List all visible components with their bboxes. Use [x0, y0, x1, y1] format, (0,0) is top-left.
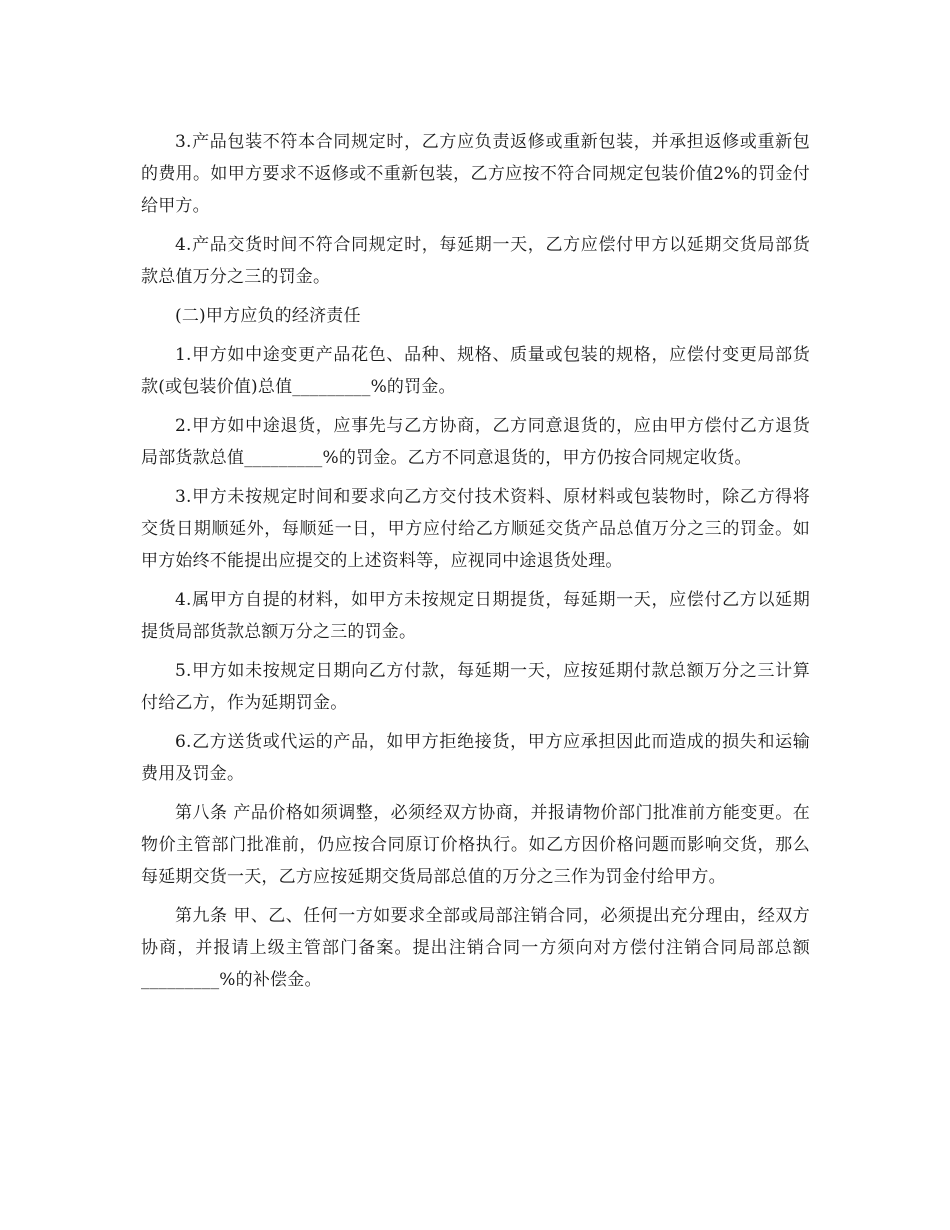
paragraph-payment-delay-penalty: 5.甲方如未按规定日期向乙方付款，每延期一天，应按延期付款总额万分之三计算付给乙方，作为延期罚金。: [141, 661, 810, 713]
article-nine-cancellation: 第九条 甲、乙、任何一方如要求全部或局部注销合同，必须提出充分理由，经双方协商，并报请上级主管部门备案。提出注销合同一方须向对方偿付注销合同局部总额_________%的补偿金。: [141, 906, 810, 990]
section-heading-party-a-liability: (二)甲方应负的经济责任: [175, 306, 361, 326]
paragraph-return-penalty: 2.甲方如中途退货，应事先与乙方协商，乙方同意退货的，应由甲方偿付乙方退货局部货款总值_________%的罚金。乙方不同意退货的，甲方仍按合同规定收货。: [141, 416, 810, 468]
paragraph-change-penalty: 1.甲方如中途变更产品花色、品种、规格、质量或包装的规格，应偿付变更局部货款(或包装价值)总值_________%的罚金。: [141, 345, 810, 397]
paragraph-pickup-delay-penalty: 4.属甲方自提的材料，如甲方未按规定日期提货，每延期一天，应偿付乙方以延期提货局部货款总额万分之三的罚金。: [141, 590, 810, 642]
paragraph-materials-penalty: 3.甲方未按规定时间和要求向乙方交付技术资料、原材料或包装物时，除乙方得将交货日期顺延外，每顺延一日，甲方应付给乙方顺延交货产品总值万分之三的罚金。如甲方始终不能提出应提交的上述资料等，应视同中途退货处理。: [141, 487, 810, 571]
paragraph-delivery-delay-penalty: 4.产品交货时间不符合同规定时，每延期一天，乙方应偿付甲方以延期交货局部货款总值万分之三的罚金。: [141, 235, 810, 287]
article-eight-price-adjustment: 第八条 产品价格如须调整，必须经双方协商，并报请物价部门批准前方能变更。在物价主管部门批准前，仍应按合同原订价格执行。如乙方因价格问题而影响交货，那么每延期交货一天，乙方应按延期交货局部总值的万分之三作为罚金付给甲方。: [141, 803, 810, 887]
paragraph-refusal-penalty: 6.乙方送货或代运的产品，如甲方拒绝接货，甲方应承担因此而造成的损失和运输费用及罚金。: [141, 732, 810, 784]
document-body: [141, 126, 810, 996]
paragraph-packaging-penalty: 3.产品包装不符本合同规定时，乙方应负责返修或重新包装，并承担返修或重新包的费用。如甲方要求不返修或不重新包装，乙方应按不符合同规定包装价值2%的罚金付给甲方。: [141, 132, 810, 216]
